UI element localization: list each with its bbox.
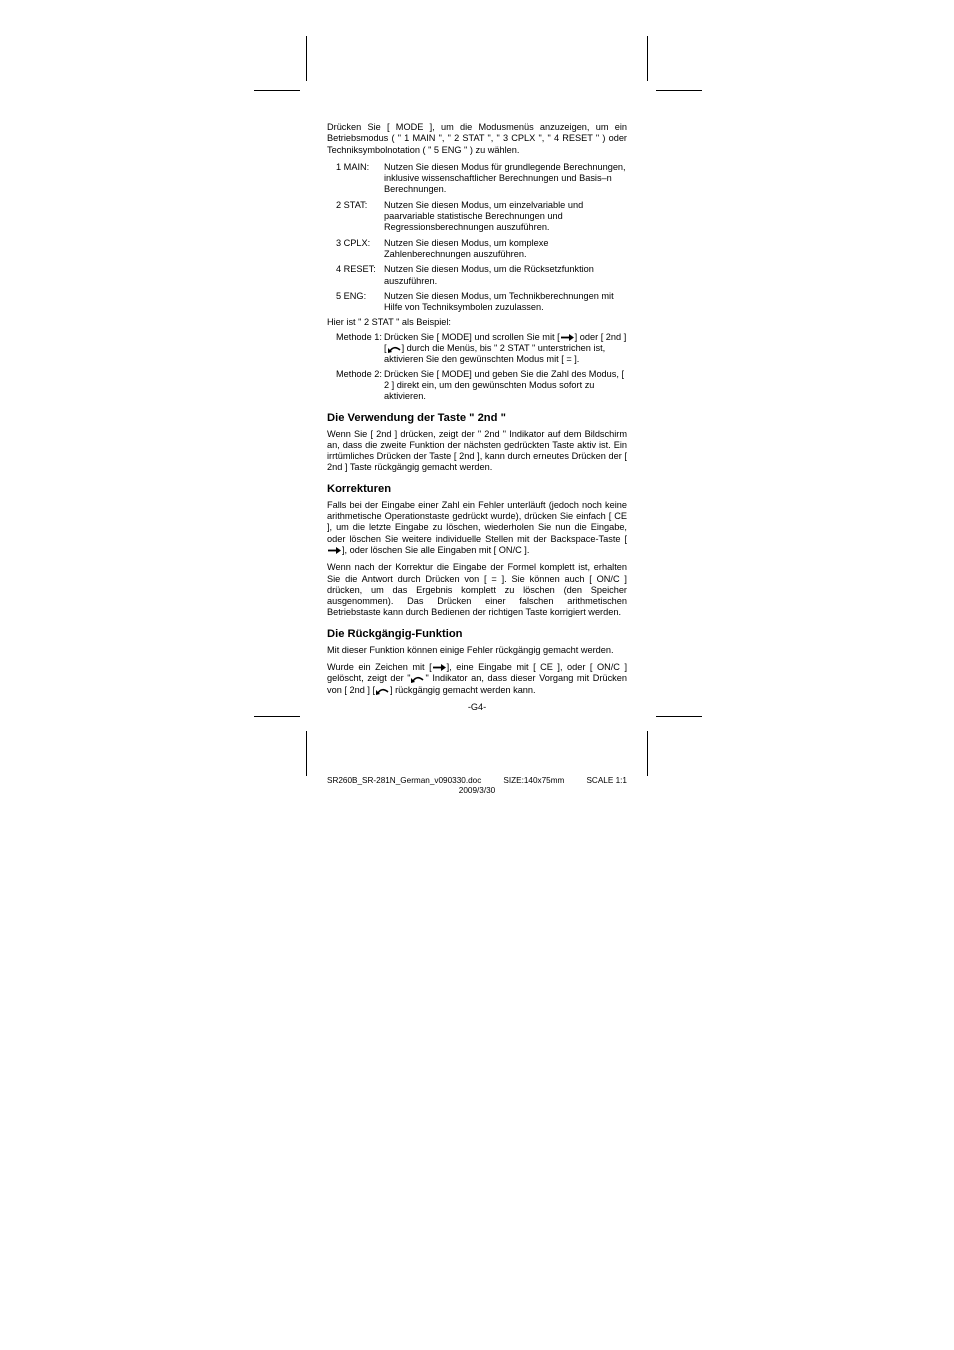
paragraph-text: ], oder löschen Sie alle Eingaben mit [ ON/C ]. [342,544,530,555]
print-footer [327,776,627,796]
mode-list [336,162,627,314]
crop-mark [656,90,702,91]
mode-item [336,291,627,314]
method-term: Methode 2: [336,368,382,379]
mode-item [336,238,627,261]
method-text: ] durch die Menüs, bis " 2 STAT " unterstrichen ist, aktivieren Sie den gewünschten Modus mit [ = ]. [384,343,606,365]
mode-desc: Nutzen Sie diesen Modus für grundlegende Berechnungen, inklusive wissenschaftlicher Berechnungen und Basis–n Berechnungen. [384,161,626,195]
method-text: ] oder [ 2nd ] [ [384,331,627,354]
mode-desc: Nutzen Sie diesen Modus, um die Rücksetzfunktion auszuführen. [384,264,594,286]
paragraph-text: " Indikator an, dass dieser Vorgang mit Drücken von [ 2nd ] [ [327,673,627,695]
method-desc: Drücken Sie [ MODE] und geben Sie die Zahl des Modus, [ 2 ] direkt ein, um den gewünschten Modus sofort zu aktivieren. [384,368,625,402]
section-paragraph [327,662,627,696]
mode-term: 1 MAIN: [336,161,370,172]
undo-key-icon [410,674,425,683]
footer-size: SIZE:140x75mm [503,776,565,785]
section-heading: Die Verwendung der Taste " 2nd " [327,411,506,424]
mode-item [336,162,627,196]
paragraph-text: ] rückgängig gemacht werden kann. [390,684,536,695]
footer-date: 2009/3/30 [458,786,496,795]
method-text: Drücken Sie [ MODE] und scrollen Sie mit [ [384,331,560,342]
footer-file: SR260B_SR-281N_German_v090330.doc [327,776,482,785]
method-2 [336,369,627,403]
right-arrow-key-icon [560,333,575,342]
method-term: Methode 1: [336,331,382,342]
footer-row [327,776,627,786]
section-heading: Die Rückgängig-Funktion [327,627,463,640]
undo-key-icon [387,344,402,353]
section-paragraph: Mit dieser Funktion können einige Fehler rückgängig gemacht werden. [327,644,614,655]
method-1 [336,332,627,366]
paragraph-text: ], eine Eingabe mit [ CE ], oder [ ON/C ] gelöscht, zeigt der " [327,661,627,684]
mode-desc: Nutzen Sie diesen Modus, um Technikberechnungen mit Hilfe von Techniksymbolen zuzulassen. [384,290,614,313]
section-heading: Korrekturen [327,482,392,495]
right-arrow-key-icon [432,663,447,672]
section-paragraph: Wenn nach der Korrektur die Eingabe der Formel komplett ist, erhalten Sie die Antwort durch Drücken von [ = ]. Sie können auch [ ON/C ] drücken, um das Ergebnis komplett zu löschen (den Speicher ausgenommen). Das Drücken einer falschen arithmetischen Betriebstaste kann durch Bedienen der richtigen Taste korrigiert werden. [327,562,627,618]
footer-scale: SCALE 1:1 [586,776,627,785]
example-intro: Hier ist " 2 STAT " als Beispiel: [327,317,451,328]
page-number: -G4- [467,701,487,712]
right-arrow-key-icon [327,546,342,555]
mode-term: 3 CPLX: [336,237,371,248]
method-desc [384,332,627,366]
mode-item [336,264,627,287]
crop-mark [306,731,307,776]
mode-desc: Nutzen Sie diesen Modus, um komplexe Zahlenberechnungen auszuführen. [384,237,549,259]
crop-mark [647,731,648,776]
mode-item [336,200,627,234]
paragraph-text: Falls bei der Eingabe einer Zahl ein Fehler unterläuft (jedoch noch keine arithmetische Operationstaste gedrückt wurde), drücken Sie einfach [ CE ], um die letzte Eingabe zu löschen, wiederholen Sie nun die Eingabe, oder löschen Sie weitere individuelle Stellen mit der Backspace-Taste [ [327,499,627,544]
section-paragraph: Wenn Sie [ 2nd ] drücken, zeigt der " 2nd " Indikator auf dem Bildschirm an, dass die zweite Funktion der nächsten gedrückten Taste aktiv ist. Ein irrtümliches Drücken der Taste [ 2nd ], kann durch erneutes Drücken der [ 2nd ] Taste rückgängig gemacht werden. [327,428,627,473]
mode-desc: Nutzen Sie diesen Modus, um einzelvariable und paarvariable statistische Berechnungen und Regressionsberechnungen auszuführen. [384,199,584,233]
intro-paragraph: Drücken Sie [ MODE ], um die Modusmenüs anzuzeigen, um ein Betriebsmodus ( " 1 MAIN ", " 2 STAT ", " 3 CPLX ", " 4 RESET " ) oder Techniksymbolnotation ( " 5 ENG " ) zu wählen. [327,122,627,155]
manual-page [327,122,627,713]
paragraph-text: Wurde ein Zeichen mit [ [327,661,432,672]
crop-mark [656,716,702,717]
crop-mark [647,36,648,81]
crop-mark [306,36,307,81]
mode-term: 5 ENG: [336,290,367,301]
mode-term: 4 RESET: [336,264,376,275]
undo-key-icon [375,686,390,695]
crop-mark [254,716,300,717]
crop-mark [254,90,300,91]
mode-term: 2 STAT: [336,199,368,210]
section-paragraph [327,500,627,556]
